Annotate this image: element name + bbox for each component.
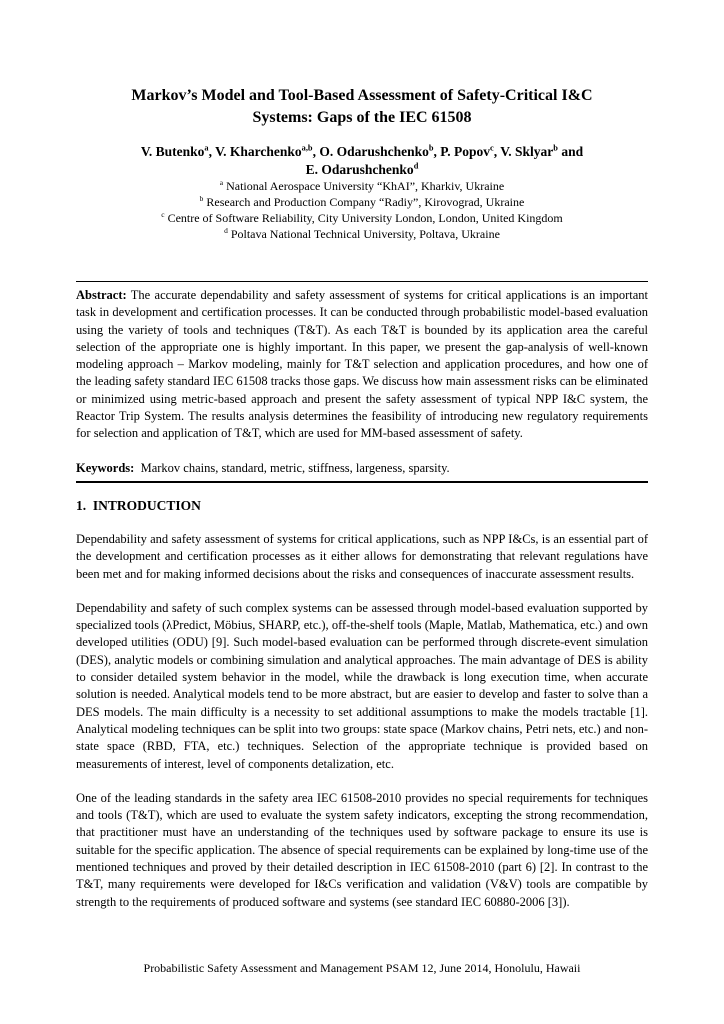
author-affiliation-marker: a,b	[301, 143, 313, 153]
author-name: V. Sklyar	[500, 144, 554, 159]
paper-title	[76, 85, 648, 129]
author-line	[76, 161, 648, 179]
keywords-label: Keywords:	[76, 460, 135, 475]
author-list	[76, 143, 648, 178]
intro-paragraph-2: Dependability and safety of such complex systems can be assessed through model-based evaluation supported by specialized tools (λPredict, Möbius, SHARP, etc.), off-the-shelf tools (Maple, Matlab, Mathematica, etc.) and own developed utilities (ODU) [9]. Such model-based evaluation can be performed through discrete-event simulation (DES), analytic models or combining simulation and analytical approaches. The main advantage of DES is ability to consider detailed system behavior in the model, while the drawback is long execution time, when accurate solution is needed. Analytical models tend to be more abstract, but are easier to develop and faster to solve than a DES models. The main difficulty is a necessity to set additional assumptions to make the models tractable [1]. Analytical modeling techniques can be split into two groups: state space (Markov chains, Petri nets, etc.) and non-state space (RBD, FTA, etc.) techniques. Selection of the appropriate technique is provided based on measurements of interest, level of components detalization, etc.	[76, 600, 648, 771]
affiliation-marker: d	[224, 226, 228, 235]
author-name: V. Butenko	[140, 144, 205, 159]
affiliation-line: $^a$ National Aerospace University “KhAI”, Kharkiv, Ukraine	[219, 178, 505, 193]
affiliation-line: $^b$ Research and Production Company “Radiy”, Kirovograd, Ukraine	[199, 194, 525, 209]
affiliation-marker: a	[219, 178, 224, 187]
author-affiliation-marker: a	[204, 143, 209, 153]
conference-footer: Probabilistic Safety Assessment and Management PSAM 12, June 2014, Honolulu, Hawaii	[143, 961, 581, 975]
intro-paragraph-1: Dependability and safety assessment of systems for critical applications, such as NPP I&Cs, is an essential part of the development and certification processes as it either allows for demonstrating that relevant regulations have been met and for making informed decisions about the risks and consequences of inaccurate assessment results.	[76, 531, 648, 581]
author-name: V. Kharchenko	[215, 144, 302, 159]
affiliation-line: $^d$ Poltava National Technical University, Poltava, Ukraine	[224, 226, 500, 241]
keywords-line	[76, 460, 648, 477]
affiliation-marker: c	[161, 210, 165, 219]
affiliation-list	[76, 178, 648, 242]
author-name: E. Odarushchenko	[305, 161, 414, 177]
intro-paragraph-3: One of the leading standards in the safety area IEC 61508-2010 provides no special requirements for techniques and tools (T&T), which are used to evaluate the system safety indicators, excepting the strong recommendation, that practitioner must have an understanding of the techniques used by software package to ensure its use is suitable for the specific application. The absence of special requirements can be explained by long-time use of the mentioned techniques and proved by their detailed description in IEC 61508-2010 (part 6) [2]. In contrast to the T&T, many requirements were developed for I&Cs verification and validation (V&V) tools are compatible by strength to the requirements of produced software and systems (see standard IEC 60880-2006 [3]).	[76, 790, 648, 909]
author-affiliation-marker: c	[490, 143, 494, 153]
keywords-text: Markov chains, standard, metric, stiffness, largeness, sparsity.	[140, 460, 450, 475]
author-name: O. Odarushchenko	[319, 144, 429, 159]
abstract-paragraph	[76, 287, 648, 443]
abstract-section	[76, 281, 648, 483]
abstract-label: Abstract:	[76, 288, 127, 302]
author-affiliation-marker: b	[428, 143, 434, 153]
affiliation-marker: b	[199, 194, 204, 203]
author-affiliation-marker: d	[413, 161, 419, 170]
author-name: P. Popov	[440, 144, 491, 159]
affiliation-line: $^c$ Centre of Software Reliability, City University London, London, United Kingdom	[161, 210, 563, 225]
author-line: V. Butenko$^a$, V. Kharchenko$^{a,b}$, O. Odarushchenko$^b$, P. Popov$^c$, V. Sklyar$^b$ and	[140, 143, 584, 159]
paper-title-line2: Systems: Gaps of the IEC 61508	[252, 109, 472, 126]
author-affiliation-marker: b	[553, 143, 558, 153]
section-heading-introduction: 1. INTRODUCTION	[76, 497, 201, 513]
paper-title-line1: Markov’s Model and Tool-Based Assessment of Safety-Critical I&C	[131, 87, 593, 104]
abstract-text: The accurate dependability and safety assessment of systems for critical applications is an important task in development and certification processes. It can be conducted through probabilistic model-based evaluation using the variety of tools and techniques (T&T). As each T&T is bounded by its application area the careful selection of the appropriate one is highly important. In this paper, we present the gap-analysis of well-known modeling approach – Markov modeling, mainly for T&T selection and application procedures, and how one of the leading safety standard IEC 61508 tracks those gaps. We discuss how main assessment risks can be eliminated or minimized using metric-based approach and present the safety assessment of typical NPP I&C system, the Reactor Trip System. The results analysis determines the feasibility of introducing new regulatory requirements for selection and application of T&T, which are used for MM-based assessment of safety.	[76, 288, 648, 441]
